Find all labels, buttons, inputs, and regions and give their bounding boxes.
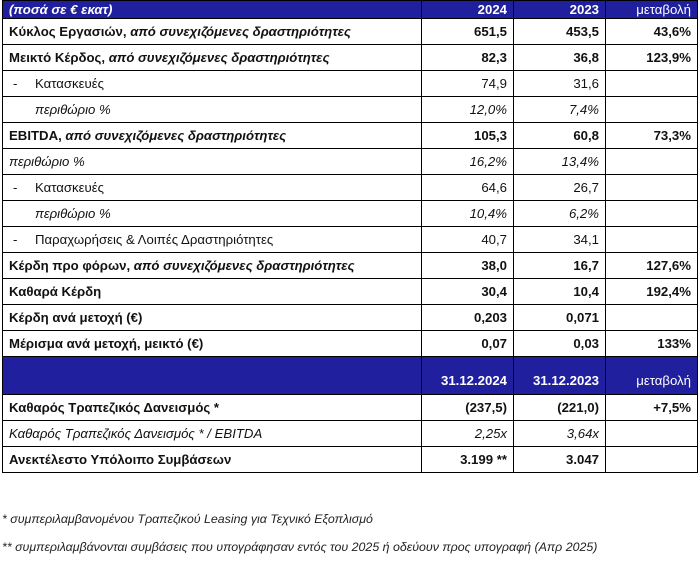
row-label: περιθώριο % [3, 149, 422, 175]
row-label: - Παραχωρήσεις & Λοιπές Δραστηριότητες [3, 227, 422, 253]
row-label: Μέρισμα ανά μετοχή, μεικτό (€) [3, 331, 422, 357]
cell-change [606, 201, 698, 227]
cell-2024: 651,5 [422, 19, 514, 45]
row-label: Καθαρός Τραπεζικός Δανεισμός * / EBITDA [3, 421, 422, 447]
cell-2024: 82,3 [422, 45, 514, 71]
header-units-label: (ποσά σε € εκατ) [3, 1, 422, 19]
row-label: περιθώριο % [3, 201, 422, 227]
cell-2023: 31,6 [514, 71, 606, 97]
cell-change [606, 305, 698, 331]
table-row [3, 97, 698, 123]
table-header-row [3, 357, 698, 395]
cell-2023: (221,0) [514, 395, 606, 421]
cell-change: +7,5% [606, 395, 698, 421]
cell-change [606, 149, 698, 175]
header-year-2023: 2023 [514, 1, 606, 19]
table-row [3, 447, 698, 473]
cell-2023: 34,1 [514, 227, 606, 253]
table-row [3, 331, 698, 357]
row-label: - Κατασκευές [3, 71, 422, 97]
cell-2023: 16,7 [514, 253, 606, 279]
row-label: Καθαρά Κέρδη [3, 279, 422, 305]
cell-change [606, 71, 698, 97]
table-row [3, 175, 698, 201]
table-row [3, 19, 698, 45]
row-label: Μεικτό Κέρδος, από συνεχιζόμενες δραστηριότητες [3, 45, 422, 71]
cell-change: 123,9% [606, 45, 698, 71]
cell-2023: 7,4% [514, 97, 606, 123]
row-label: Ανεκτέλεστο Υπόλοιπο Συμβάσεων [3, 447, 422, 473]
header-date-2023: 31.12.2023 [514, 357, 606, 395]
footnote-contracts: ** συμπεριλαμβάνονται συμβάσεις που υπογράφησαν εντός του 2025 ή οδεύουν προς υπογραφή (Απρ 2025) [2, 540, 598, 554]
table-row [3, 45, 698, 71]
table-row [3, 123, 698, 149]
cell-change [606, 97, 698, 123]
row-label: - Κατασκευές [3, 175, 422, 201]
financial-results-table [2, 0, 698, 473]
cell-2024: 105,3 [422, 123, 514, 149]
table-row [3, 395, 698, 421]
cell-2024: 0,07 [422, 331, 514, 357]
table-header-row [3, 1, 698, 19]
cell-2024: 12,0% [422, 97, 514, 123]
cell-change [606, 421, 698, 447]
cell-2023: 0,071 [514, 305, 606, 331]
cell-2024: (237,5) [422, 395, 514, 421]
cell-2023: 6,2% [514, 201, 606, 227]
cell-2023: 453,5 [514, 19, 606, 45]
row-label: EBITDA, από συνεχιζόμενες δραστηριότητες [3, 123, 422, 149]
header-date-2024: 31.12.2024 [422, 357, 514, 395]
row-label: περιθώριο % [3, 97, 422, 123]
header-change: μεταβολή [606, 1, 698, 19]
cell-2024: 38,0 [422, 253, 514, 279]
row-label: Κύκλος Εργασιών, από συνεχιζόμενες δραστηριότητες [3, 19, 422, 45]
cell-change: 192,4% [606, 279, 698, 305]
cell-2023: 60,8 [514, 123, 606, 149]
cell-change: 127,6% [606, 253, 698, 279]
footnote-leasing: * συμπεριλαμβανομένου Τραπεζικού Leasing για Τεχνικό Εξοπλισμό [2, 512, 373, 526]
cell-2023: 10,4 [514, 279, 606, 305]
cell-2023: 0,03 [514, 331, 606, 357]
table-row [3, 201, 698, 227]
cell-change [606, 227, 698, 253]
cell-2023: 36,8 [514, 45, 606, 71]
row-label: Κέρδη ανά μετοχή (€) [3, 305, 422, 331]
cell-2024: 3.199 ** [422, 447, 514, 473]
cell-change [606, 175, 698, 201]
cell-change: 73,3% [606, 123, 698, 149]
header-year-2024: 2024 [422, 1, 514, 19]
header-change: μεταβολή [606, 357, 698, 395]
cell-2024: 10,4% [422, 201, 514, 227]
cell-change [606, 447, 698, 473]
cell-2024: 16,2% [422, 149, 514, 175]
cell-2024: 64,6 [422, 175, 514, 201]
cell-2023: 3,64x [514, 421, 606, 447]
table-row [3, 253, 698, 279]
cell-2023: 26,7 [514, 175, 606, 201]
cell-change: 133% [606, 331, 698, 357]
cell-change: 43,6% [606, 19, 698, 45]
cell-2024: 40,7 [422, 227, 514, 253]
cell-2023: 3.047 [514, 447, 606, 473]
cell-2024: 0,203 [422, 305, 514, 331]
table-row [3, 71, 698, 97]
cell-2024: 30,4 [422, 279, 514, 305]
cell-2023: 13,4% [514, 149, 606, 175]
header-empty-label [3, 357, 422, 395]
cell-2024: 2,25x [422, 421, 514, 447]
table-row [3, 149, 698, 175]
row-label: Κέρδη προ φόρων, από συνεχιζόμενες δραστηριότητες [3, 253, 422, 279]
cell-2024: 74,9 [422, 71, 514, 97]
table-row [3, 279, 698, 305]
row-label: Καθαρός Τραπεζικός Δανεισμός * [3, 395, 422, 421]
table-row [3, 421, 698, 447]
table-row [3, 305, 698, 331]
table-row [3, 227, 698, 253]
